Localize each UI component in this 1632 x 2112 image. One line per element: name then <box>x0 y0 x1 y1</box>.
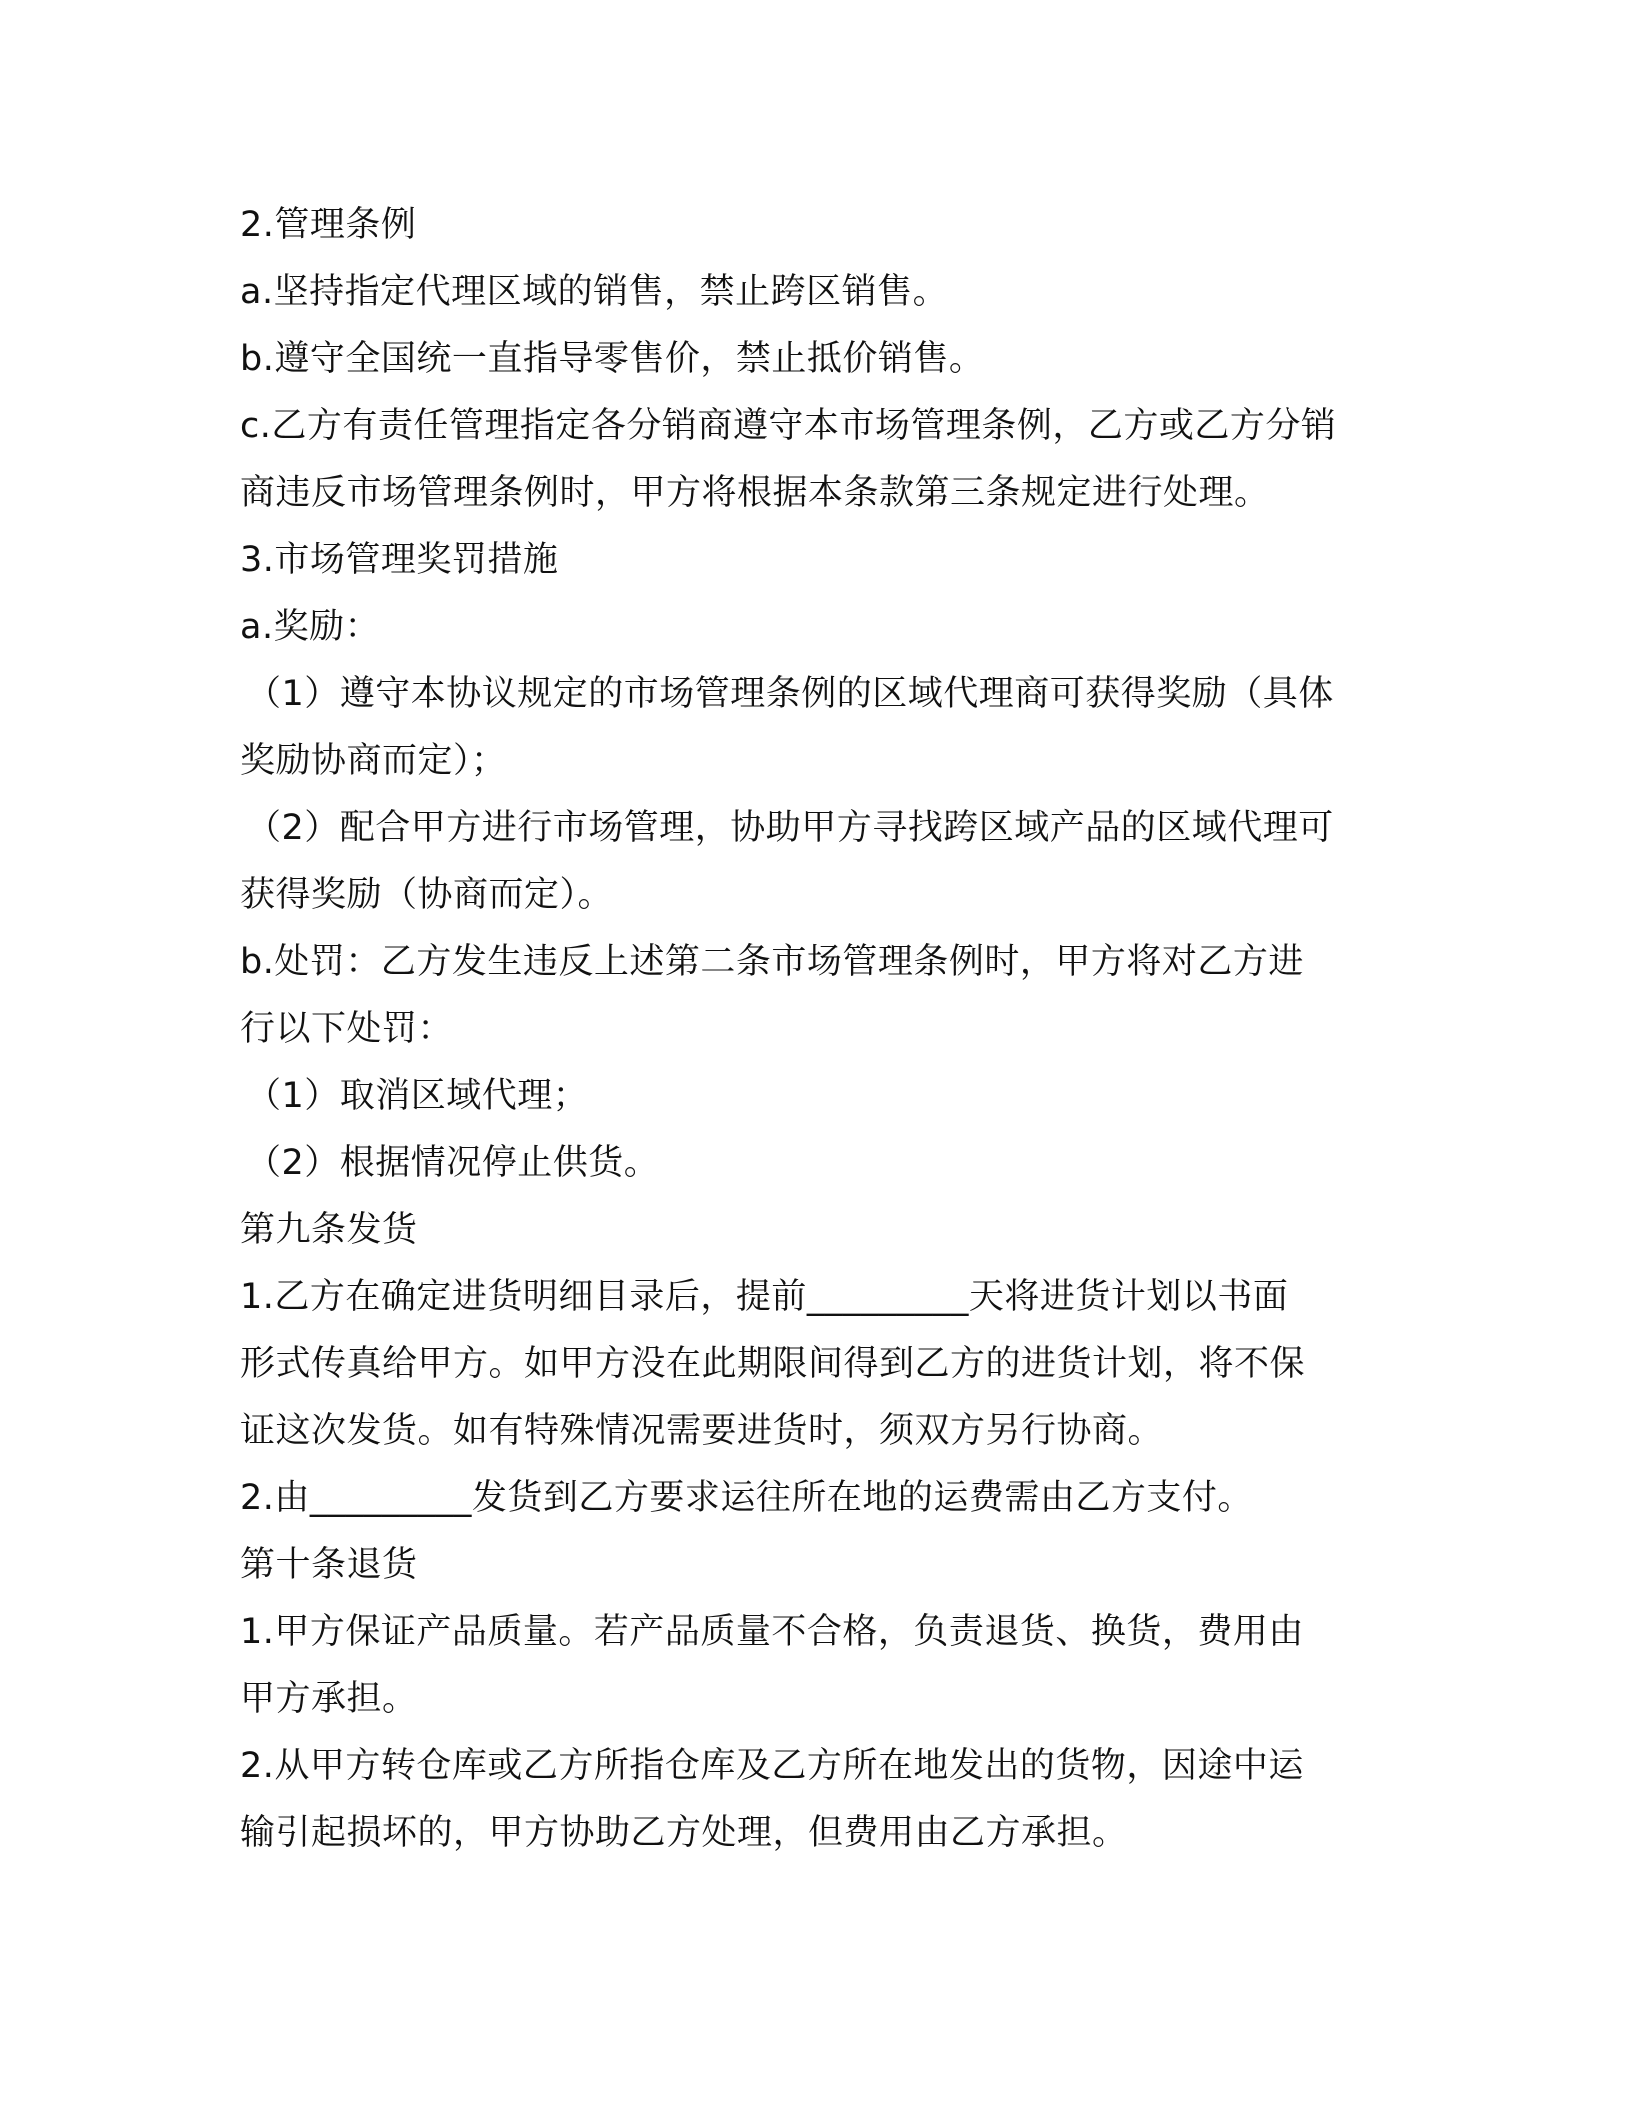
reward-item-1-line-2: 奖励协商而定）； <box>240 741 507 781</box>
penalty-heading-line-1: b.处罚：乙方发生违反上述第二条市场管理条例时，甲方将对乙方进 <box>240 942 1304 982</box>
return-item-1-line-2: 甲方承担。 <box>240 1679 418 1719</box>
reward-item-2-line-2: 获得奖励（协商而定）。 <box>240 875 614 915</box>
reward-item-1-line-1: （1）遵守本协议规定的市场管理条例的区域代理商可获得奖励（具体 <box>246 674 1334 714</box>
shipping-item-1-line-2: 形式传真给甲方。如甲方没在此期限间得到乙方的进货计划，将不保 <box>240 1344 1306 1384</box>
article-10-heading: 第十条退货 <box>240 1545 418 1585</box>
shipping-item-1-line-3: 证这次发货。如有特殊情况需要进货时，须双方另行协商。 <box>240 1411 1164 1451</box>
rule-item-c-line-1: c.乙方有责任管理指定各分销商遵守本市场管理条例，乙方或乙方分销 <box>240 406 1337 446</box>
document-body <box>240 192 1396 1867</box>
reward-item-2-line-1: （2）配合甲方进行市场管理，协助甲方寻找跨区域产品的区域代理可 <box>246 808 1334 848</box>
rule-item-b: b.遵守全国统一直指导零售价，禁止抵价销售。 <box>240 339 985 379</box>
section-heading-rewards-penalties: 3.市场管理奖罚措施 <box>240 540 559 580</box>
return-item-1-line-1: 1.甲方保证产品质量。若产品质量不合格，负责退货、换货，费用由 <box>240 1612 1304 1652</box>
penalty-heading-line-2: 行以下处罚： <box>240 1009 454 1049</box>
rule-item-a: a.坚持指定代理区域的销售，禁止跨区销售。 <box>240 272 949 312</box>
rewards-heading: a.奖励： <box>240 607 381 647</box>
shipping-item-2: 2.由_________发货到乙方要求运往所在地的运费需由乙方支付。 <box>240 1478 1253 1518</box>
rule-item-c-line-2: 商违反市场管理条例时，甲方将根据本条款第三条规定进行处理。 <box>240 473 1270 513</box>
shipping-item-1-line-1: 1.乙方在确定进货明细目录后，提前_________天将进货计划以书面 <box>240 1277 1289 1317</box>
penalty-item-1: （1）取消区域代理； <box>246 1076 589 1116</box>
section-heading-management-rules: 2.管理条例 <box>240 205 417 245</box>
penalty-item-2: （2）根据情况停止供货。 <box>246 1143 660 1183</box>
return-item-2-line-2: 输引起损坏的，甲方协助乙方处理，但费用由乙方承担。 <box>240 1813 1128 1853</box>
article-9-heading: 第九条发货 <box>240 1210 418 1250</box>
return-item-2-line-1: 2.从甲方转仓库或乙方所指仓库及乙方所在地发出的货物，因途中运 <box>240 1746 1304 1786</box>
